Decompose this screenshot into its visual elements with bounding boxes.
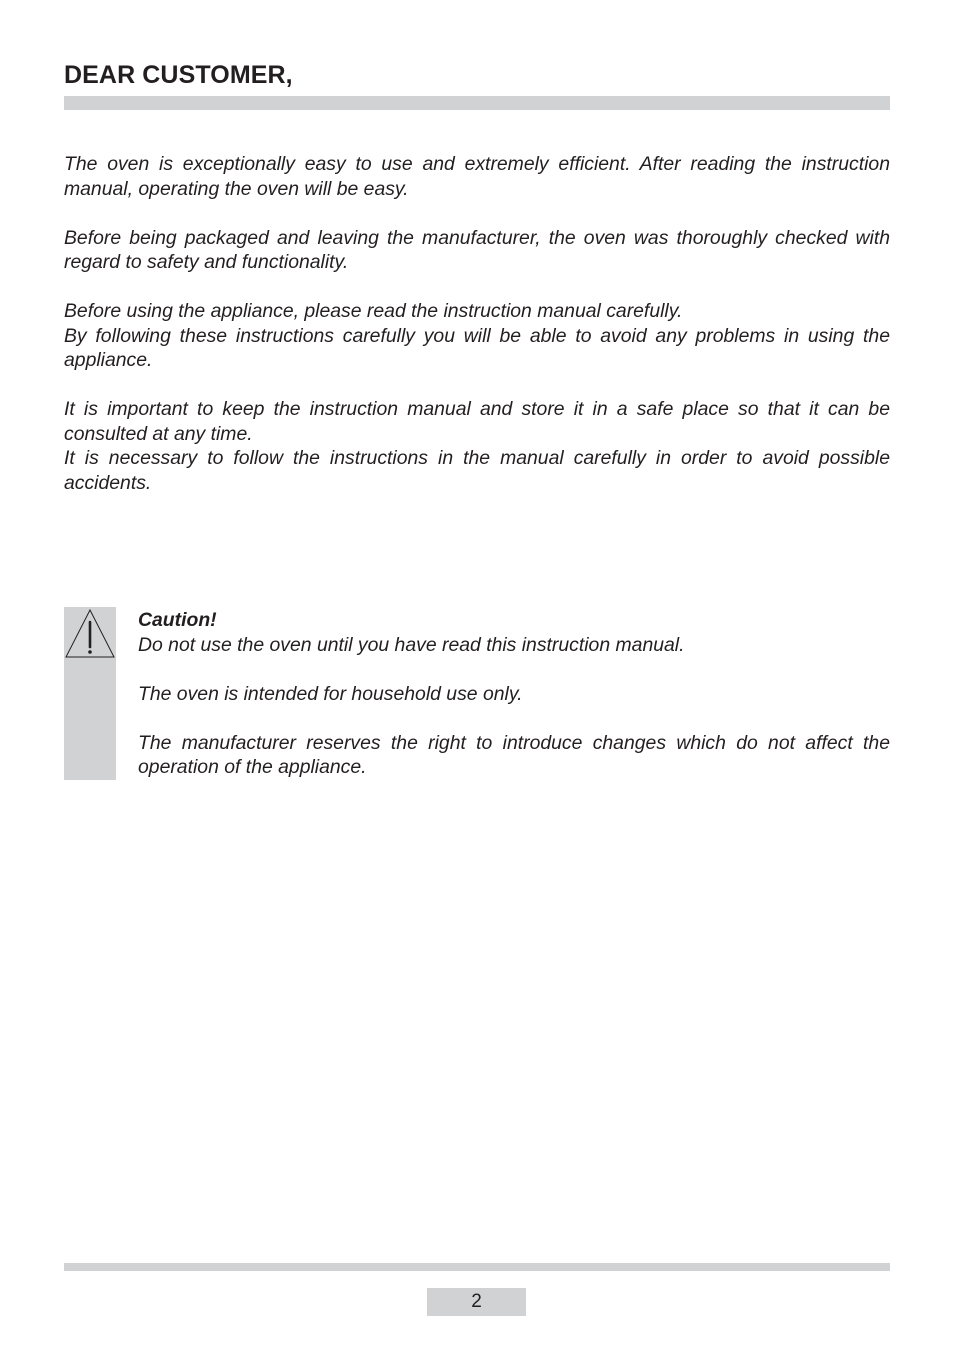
page-title: DEAR CUSTOMER, bbox=[64, 61, 293, 89]
page-number: 2 bbox=[427, 1288, 526, 1316]
intro-text: Before using the appliance, please read the instruction manual carefully. bbox=[64, 300, 683, 322]
intro-text: By following these instructions carefully you will be able to avoid any problems in using the appliance. bbox=[64, 324, 890, 371]
caution-text: Do not use the oven until you have read this instruction manual. bbox=[138, 633, 685, 656]
caution-section bbox=[138, 608, 890, 804]
intro-paragraph bbox=[64, 397, 890, 495]
caution-title: Caution! bbox=[138, 609, 217, 631]
footer-divider bbox=[64, 1263, 890, 1271]
intro-text: It is necessary to follow the instructions in the manual carefully in order to avoid possible accidents. bbox=[64, 447, 890, 494]
warning-icon bbox=[64, 607, 116, 659]
intro-section bbox=[64, 152, 890, 520]
intro-paragraph bbox=[64, 152, 890, 201]
title-divider bbox=[64, 96, 890, 110]
caution-text: The oven is intended for household use only. bbox=[138, 682, 523, 705]
intro-text: It is important to keep the instruction manual and store it in a safe place so that it can be consulted at any time. bbox=[64, 398, 890, 445]
caution-text: The manufacturer reserves the right to introduce changes which do not affect the operation of the appliance. bbox=[138, 731, 890, 778]
intro-text: The oven is exceptionally easy to use and extremely efficient. After reading the instruction manual, operating the oven will be easy. bbox=[64, 153, 890, 200]
intro-text: Before being packaged and leaving the manufacturer, the oven was thoroughly checked with regard to safety and functionality. bbox=[64, 226, 890, 273]
intro-paragraph bbox=[64, 299, 890, 373]
intro-paragraph bbox=[64, 226, 890, 275]
